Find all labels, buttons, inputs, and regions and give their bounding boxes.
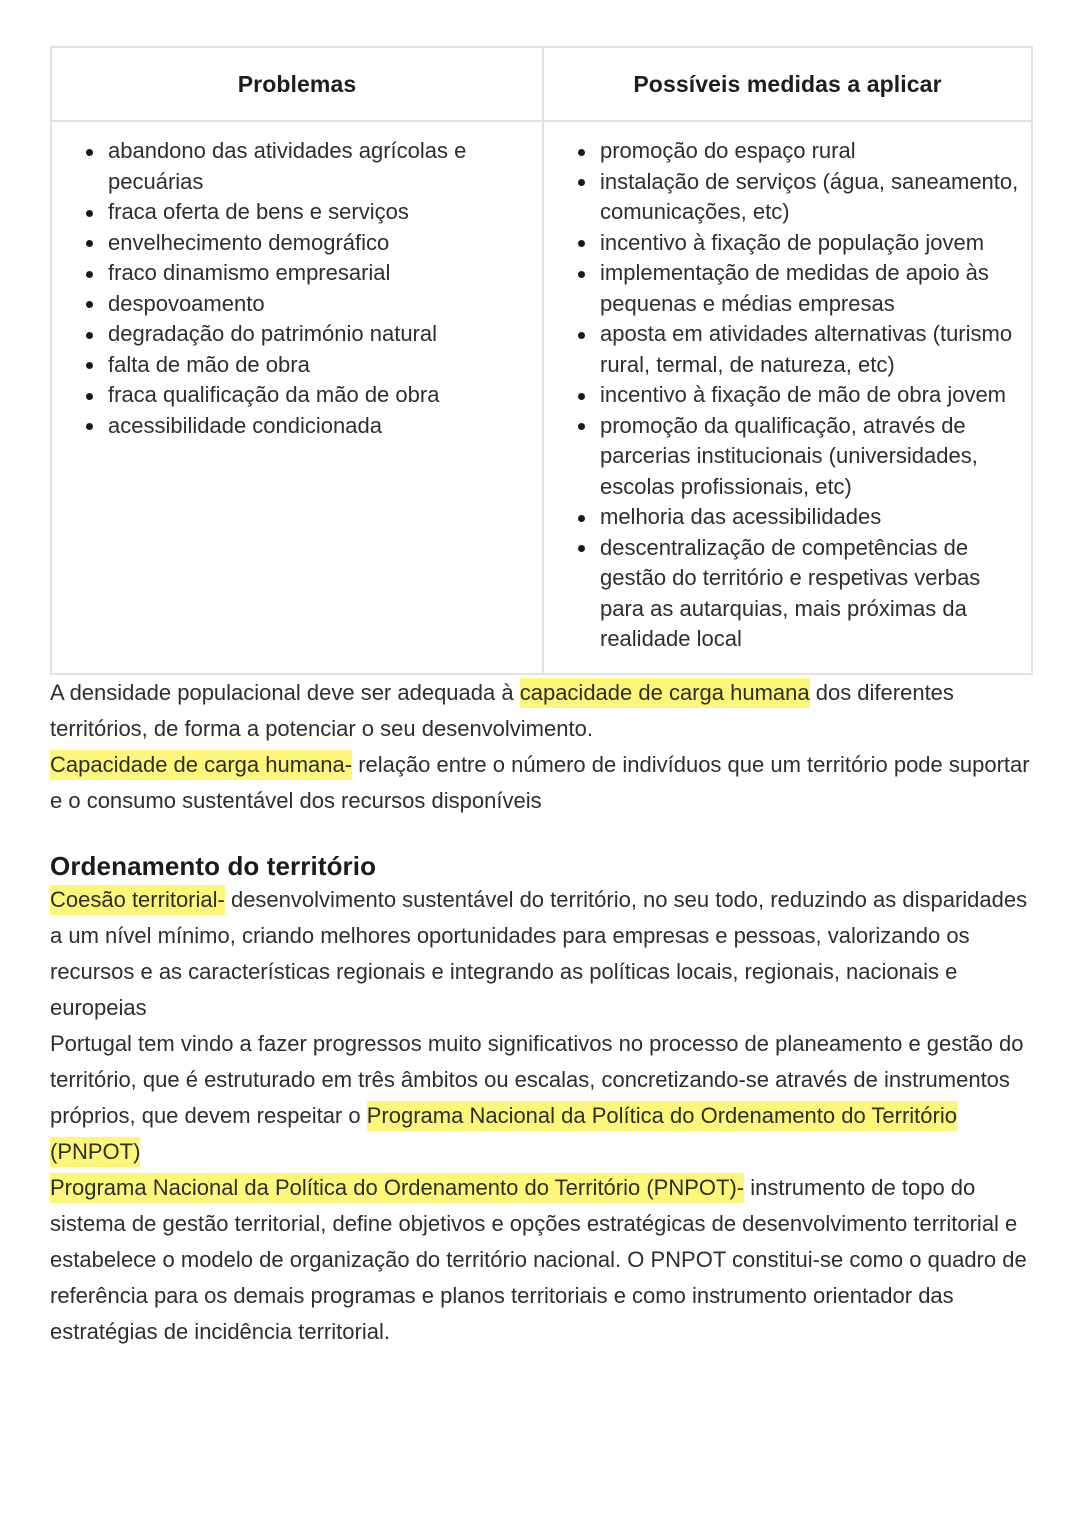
problemas-list (64, 136, 530, 441)
section-heading-ordenamento-do-territorio: Ordenamento do território (50, 850, 377, 881)
list-item: fraca oferta de bens e serviços (108, 197, 530, 228)
highlight-pnpot-full-name: Programa Nacional da Política do Ordenamento do Território (PNPOT) (50, 1101, 957, 1167)
table-header-problemas: Problemas (51, 47, 543, 121)
list-item: envelhecimento demográfico (108, 228, 530, 259)
list-item: implementação de medidas de apoio às pequenas e médias empresas (600, 258, 1019, 319)
highlight-term-coesao-territorial: Coesão territorial- (50, 885, 225, 915)
list-item: abandono das atividades agrícolas e pecuárias (108, 136, 530, 197)
table-header-medidas: Possíveis medidas a aplicar (543, 47, 1032, 121)
highlight-capacidade-de-carga-humana: capacidade de carga humana (520, 678, 810, 708)
highlight-term-capacidade: Capacidade de carga humana- (50, 750, 352, 780)
list-item: promoção da qualificação, através de parcerias institucionais (universidades, escolas profissionais, etc) (600, 411, 1019, 503)
list-item: promoção do espaço rural (600, 136, 1019, 167)
list-item: falta de mão de obra (108, 350, 530, 381)
definition-coesao-territorial (50, 882, 1034, 1026)
list-item: melhoria das acessibilidades (600, 502, 1019, 533)
list-item: incentivo à fixação de mão de obra jovem (600, 380, 1019, 411)
definition-capacidade-de-carga-humana (50, 747, 1034, 819)
definition-pnpot (50, 1170, 1034, 1350)
paragraph-densidade-populacional (50, 675, 1034, 747)
text-segment: A densidade populacional deve ser adequada à (50, 679, 520, 705)
table-header-row (51, 47, 1032, 121)
text-segment: Portugal tem vindo a fazer progressos muito significativos no processo de planeamento e gestão do território, que é estruturado em três âmbitos ou escalas, concretizando-se através de instrumentos próprios, que devem respeitar o (50, 1030, 1024, 1128)
text-segment: instrumento de topo do sistema de gestão territorial, define objetivos e opções estratégicas de desenvolvimento territorial e estabelece o modelo de organização do território nacional. O PNPOT constitui-se como o quadro de referência para os demais programas e planos territoriais e como instrumento orientador das estratégias de incidência territorial. (50, 1174, 1027, 1344)
list-item: acessibilidade condicionada (108, 411, 530, 442)
text-segment: dos diferentes territórios, de forma a potenciar o seu desenvolvimento. (50, 679, 954, 741)
list-item: aposta em atividades alternativas (turismo rural, termal, de natureza, etc) (600, 319, 1019, 380)
list-item: fraca qualificação da mão de obra (108, 380, 530, 411)
problems-measures-table (50, 46, 1033, 675)
list-item: fraco dinamismo empresarial (108, 258, 530, 289)
table-body-row (51, 121, 1032, 674)
paragraph-portugal-progressos (50, 1026, 1034, 1170)
list-item: degradação do património natural (108, 319, 530, 350)
medidas-list (556, 136, 1019, 655)
table-cell-problemas (51, 121, 543, 674)
text-segment: desenvolvimento sustentável do território, no seu todo, reduzindo as disparidades a um nível mínimo, criando melhores oportunidades para empresas e pessoas, valorizando os recursos e as características regionais e integrando as políticas locais, regionais, nacionais e europeias (50, 886, 1028, 1020)
list-item: despovoamento (108, 289, 530, 320)
list-item: instalação de serviços (água, saneamento, comunicações, etc) (600, 167, 1019, 228)
list-item: incentivo à fixação de população jovem (600, 228, 1019, 259)
text-segment: relação entre o número de indivíduos que um território pode suportar e o consumo sustentável dos recursos disponíveis (50, 751, 1030, 813)
highlight-term-pnpot: Programa Nacional da Política do Ordenamento do Território (PNPOT)- (50, 1173, 744, 1203)
list-item: descentralização de competências de gestão do território e respetivas verbas para as autarquias, mais próximas da realidade local (600, 533, 1019, 655)
table-cell-medidas (543, 121, 1032, 674)
